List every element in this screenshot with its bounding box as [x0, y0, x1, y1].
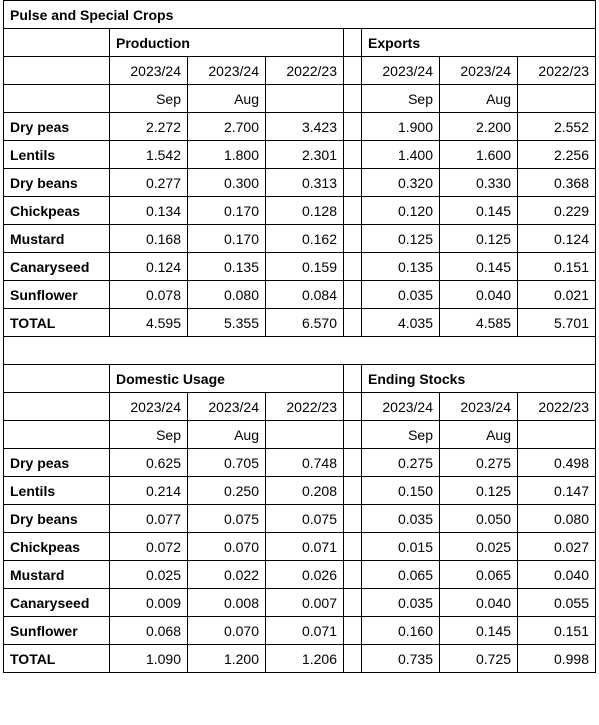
- month-cell: [518, 421, 596, 449]
- section-spacer: [4, 337, 596, 365]
- value-cell: 0.208: [266, 477, 344, 505]
- right-section-header: Ending Stocks: [362, 365, 596, 393]
- crop-label: Canaryseed: [4, 589, 110, 617]
- column-gap: [344, 141, 362, 169]
- value-cell: 0.070: [188, 533, 266, 561]
- crop-label: Dry beans: [4, 505, 110, 533]
- crop-label: Dry beans: [4, 169, 110, 197]
- value-cell: 0.125: [440, 225, 518, 253]
- crop-label: Dry peas: [4, 449, 110, 477]
- table-row: [4, 281, 596, 309]
- month-cell: Aug: [188, 421, 266, 449]
- value-cell: 3.423: [266, 113, 344, 141]
- value-cell: 0.229: [518, 197, 596, 225]
- column-gap: [344, 57, 362, 85]
- column-gap: [344, 449, 362, 477]
- value-cell: 0.065: [362, 561, 440, 589]
- column-gap: [344, 113, 362, 141]
- value-cell: 0.300: [188, 169, 266, 197]
- value-cell: 0.159: [266, 253, 344, 281]
- year-cell: 2023/24: [110, 57, 188, 85]
- value-cell: 0.072: [110, 533, 188, 561]
- value-cell: 1.400: [362, 141, 440, 169]
- value-cell: 0.625: [110, 449, 188, 477]
- month-cell: Aug: [188, 85, 266, 113]
- year-cell: 2023/24: [440, 393, 518, 421]
- column-gap: [344, 281, 362, 309]
- value-cell: 0.162: [266, 225, 344, 253]
- table-row: [4, 449, 596, 477]
- value-cell: 0.705: [188, 449, 266, 477]
- crop-label: Mustard: [4, 225, 110, 253]
- table-row: [4, 589, 596, 617]
- value-cell: 0.027: [518, 533, 596, 561]
- table-row: [4, 561, 596, 589]
- value-cell: 6.570: [266, 309, 344, 337]
- right-section-header: Exports: [362, 29, 596, 57]
- month-cell: Aug: [440, 421, 518, 449]
- value-cell: 1.542: [110, 141, 188, 169]
- value-cell: 0.151: [518, 253, 596, 281]
- crop-label: Chickpeas: [4, 197, 110, 225]
- value-cell: 0.145: [440, 197, 518, 225]
- column-gap: [344, 561, 362, 589]
- value-cell: 0.147: [518, 477, 596, 505]
- column-gap: [344, 253, 362, 281]
- table-row: [4, 617, 596, 645]
- crop-label: Dry peas: [4, 113, 110, 141]
- value-cell: 0.075: [266, 505, 344, 533]
- year-cell: 2022/23: [518, 57, 596, 85]
- value-cell: 0.071: [266, 533, 344, 561]
- value-cell: 1.090: [110, 645, 188, 673]
- value-cell: 1.206: [266, 645, 344, 673]
- table-row: [4, 169, 596, 197]
- crop-label: Lentils: [4, 477, 110, 505]
- crop-label: TOTAL: [4, 645, 110, 673]
- column-gap: [344, 617, 362, 645]
- value-cell: 0.075: [188, 505, 266, 533]
- column-gap: [344, 85, 362, 113]
- value-cell: 0.040: [440, 281, 518, 309]
- table-row: [4, 253, 596, 281]
- year-cell: 2022/23: [266, 57, 344, 85]
- value-cell: 0.125: [440, 477, 518, 505]
- column-gap: [344, 225, 362, 253]
- value-cell: 0.022: [188, 561, 266, 589]
- column-gap: [344, 645, 362, 673]
- value-cell: 0.275: [440, 449, 518, 477]
- value-cell: 1.900: [362, 113, 440, 141]
- value-cell: 0.077: [110, 505, 188, 533]
- row-label-empty: [4, 421, 110, 449]
- crop-label: Sunflower: [4, 281, 110, 309]
- row-label-empty: [4, 29, 110, 57]
- value-cell: 0.128: [266, 197, 344, 225]
- table-row: [4, 309, 596, 337]
- column-gap: [344, 533, 362, 561]
- value-cell: 0.320: [362, 169, 440, 197]
- value-cell: 0.330: [440, 169, 518, 197]
- value-cell: 0.071: [266, 617, 344, 645]
- value-cell: 2.301: [266, 141, 344, 169]
- value-cell: 0.135: [188, 253, 266, 281]
- value-cell: 0.313: [266, 169, 344, 197]
- section-header-row: [4, 365, 596, 393]
- left-section-header: Production: [110, 29, 344, 57]
- month-cell: [518, 85, 596, 113]
- month-cell: Sep: [110, 85, 188, 113]
- value-cell: 0.080: [518, 505, 596, 533]
- value-cell: 5.355: [188, 309, 266, 337]
- left-section-header: Domestic Usage: [110, 365, 344, 393]
- value-cell: 1.600: [440, 141, 518, 169]
- value-cell: 0.026: [266, 561, 344, 589]
- value-cell: 2.552: [518, 113, 596, 141]
- value-cell: 0.150: [362, 477, 440, 505]
- row-label-empty: [4, 365, 110, 393]
- value-cell: 0.007: [266, 589, 344, 617]
- year-cell: 2023/24: [188, 57, 266, 85]
- value-cell: 0.124: [110, 253, 188, 281]
- year-cell: 2023/24: [188, 393, 266, 421]
- value-cell: 0.998: [518, 645, 596, 673]
- crop-label: Sunflower: [4, 617, 110, 645]
- value-cell: 0.748: [266, 449, 344, 477]
- column-gap: [344, 169, 362, 197]
- value-cell: 1.800: [188, 141, 266, 169]
- table-title: Pulse and Special Crops: [4, 1, 596, 29]
- value-cell: 0.214: [110, 477, 188, 505]
- value-cell: 0.275: [362, 449, 440, 477]
- value-cell: 0.250: [188, 477, 266, 505]
- year-cell: 2022/23: [518, 393, 596, 421]
- column-gap: [344, 365, 362, 393]
- value-cell: 0.134: [110, 197, 188, 225]
- crop-label: TOTAL: [4, 309, 110, 337]
- value-cell: 0.277: [110, 169, 188, 197]
- crop-label: Mustard: [4, 561, 110, 589]
- column-gap: [344, 197, 362, 225]
- value-cell: 4.585: [440, 309, 518, 337]
- value-cell: 0.151: [518, 617, 596, 645]
- value-cell: 0.170: [188, 197, 266, 225]
- value-cell: 0.008: [188, 589, 266, 617]
- value-cell: 0.040: [518, 561, 596, 589]
- value-cell: 0.021: [518, 281, 596, 309]
- month-row: [4, 85, 596, 113]
- table-row: [4, 225, 596, 253]
- value-cell: 0.009: [110, 589, 188, 617]
- value-cell: 2.256: [518, 141, 596, 169]
- crop-label: Lentils: [4, 141, 110, 169]
- value-cell: 0.084: [266, 281, 344, 309]
- value-cell: 0.035: [362, 505, 440, 533]
- row-label-empty: [4, 85, 110, 113]
- value-cell: 0.145: [440, 617, 518, 645]
- row-label-empty: [4, 393, 110, 421]
- year-cell: 2023/24: [362, 57, 440, 85]
- value-cell: 0.078: [110, 281, 188, 309]
- table-row: [4, 197, 596, 225]
- month-cell: Aug: [440, 85, 518, 113]
- year-row: [4, 393, 596, 421]
- table-row: [4, 533, 596, 561]
- value-cell: 4.035: [362, 309, 440, 337]
- value-cell: 0.160: [362, 617, 440, 645]
- value-cell: 0.168: [110, 225, 188, 253]
- month-cell: [266, 85, 344, 113]
- value-cell: 4.595: [110, 309, 188, 337]
- year-cell: 2023/24: [440, 57, 518, 85]
- table-body: [4, 1, 596, 673]
- table-row: [4, 645, 596, 673]
- value-cell: 0.035: [362, 589, 440, 617]
- value-cell: 0.080: [188, 281, 266, 309]
- value-cell: 1.200: [188, 645, 266, 673]
- column-gap: [344, 589, 362, 617]
- value-cell: 0.070: [188, 617, 266, 645]
- value-cell: 0.015: [362, 533, 440, 561]
- value-cell: 0.055: [518, 589, 596, 617]
- month-cell: Sep: [362, 85, 440, 113]
- year-cell: 2023/24: [362, 393, 440, 421]
- month-cell: Sep: [110, 421, 188, 449]
- value-cell: 0.145: [440, 253, 518, 281]
- column-gap: [344, 309, 362, 337]
- month-cell: [266, 421, 344, 449]
- year-cell: 2023/24: [110, 393, 188, 421]
- column-gap: [344, 393, 362, 421]
- value-cell: 0.040: [440, 589, 518, 617]
- value-cell: 5.701: [518, 309, 596, 337]
- value-cell: 0.120: [362, 197, 440, 225]
- table-row: [4, 477, 596, 505]
- column-gap: [344, 421, 362, 449]
- value-cell: 0.025: [110, 561, 188, 589]
- column-gap: [344, 505, 362, 533]
- value-cell: 0.068: [110, 617, 188, 645]
- year-cell: 2022/23: [266, 393, 344, 421]
- section-header-row: [4, 29, 596, 57]
- value-cell: 0.124: [518, 225, 596, 253]
- month-row: [4, 421, 596, 449]
- value-cell: 0.368: [518, 169, 596, 197]
- row-label-empty: [4, 57, 110, 85]
- crop-label: Chickpeas: [4, 533, 110, 561]
- value-cell: 0.725: [440, 645, 518, 673]
- table-row: [4, 141, 596, 169]
- value-cell: 0.735: [362, 645, 440, 673]
- crops-table: [3, 0, 596, 673]
- value-cell: 0.170: [188, 225, 266, 253]
- value-cell: 0.065: [440, 561, 518, 589]
- value-cell: 2.700: [188, 113, 266, 141]
- value-cell: 0.035: [362, 281, 440, 309]
- value-cell: 0.135: [362, 253, 440, 281]
- crop-label: Canaryseed: [4, 253, 110, 281]
- month-cell: Sep: [362, 421, 440, 449]
- column-gap: [344, 477, 362, 505]
- value-cell: 0.025: [440, 533, 518, 561]
- value-cell: 2.200: [440, 113, 518, 141]
- value-cell: 0.125: [362, 225, 440, 253]
- value-cell: 2.272: [110, 113, 188, 141]
- column-gap: [344, 29, 362, 57]
- table-row: [4, 113, 596, 141]
- title-row: [4, 1, 596, 29]
- value-cell: 0.050: [440, 505, 518, 533]
- value-cell: 0.498: [518, 449, 596, 477]
- spacer-cell: [4, 337, 596, 365]
- year-row: [4, 57, 596, 85]
- table-row: [4, 505, 596, 533]
